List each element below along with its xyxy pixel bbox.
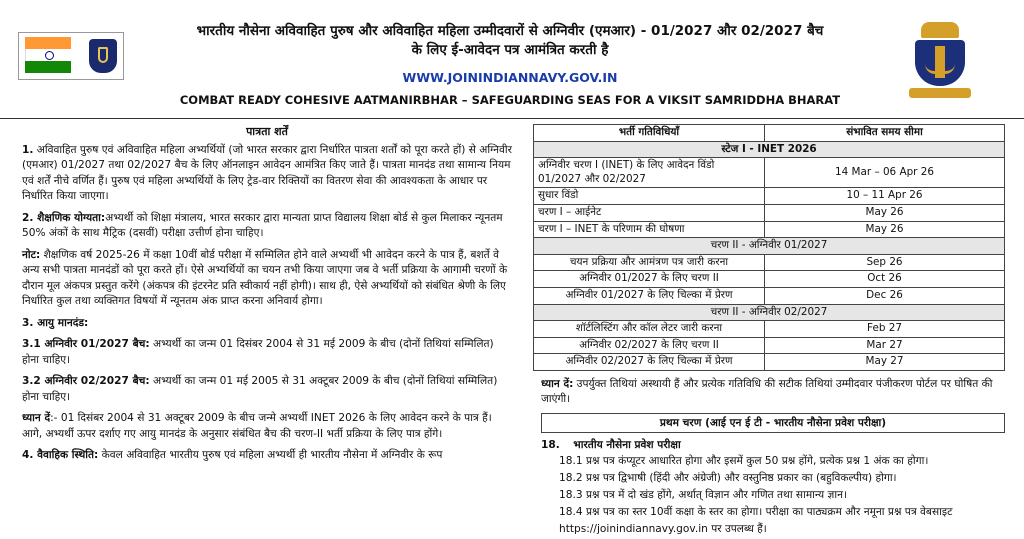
activity-cell: चरण I – INET के परिणाम की घोषणा	[534, 221, 765, 238]
stage-1-label: स्टेज I - INET 2026	[534, 141, 1005, 158]
date-cell: 10 – 11 Apr 26	[765, 188, 1005, 205]
date-cell: May 27	[765, 354, 1005, 371]
attention-text: :- 01 दिसंबर 2004 से 31 अक्टूबर 2009 के बीच जन्मे अभ्यर्थी INET 2026 के लिए आवेदन करने के पात्र हैं। आगे, अभ्यर्थी ऊपर दर्शाए गए आयु मानदंड के अनुसार संबंधित बैच की चरण-II भर्ती प्रक्रिया के लिए पात्र होंगे।	[22, 412, 492, 440]
table-header-row	[534, 125, 1005, 142]
navy-badge-icon	[89, 39, 117, 73]
para-3-1	[22, 337, 512, 368]
activity-cell: अग्निवीर 02/2027 के लिए चरण II	[534, 337, 765, 354]
table-row	[534, 337, 1005, 354]
activity-cell: सुधार विंडो	[534, 188, 765, 205]
date-cell: Sep 26	[765, 254, 1005, 271]
note-label: नोट:	[22, 248, 41, 261]
eligibility-heading: पात्रता शर्तें	[246, 125, 288, 138]
date-cell: May 26	[765, 221, 1005, 238]
table-row	[534, 158, 1005, 188]
stage-row	[534, 141, 1005, 158]
table-row	[534, 254, 1005, 271]
website-link[interactable]: WWW.JOININDIANNAVY.GOV.IN	[402, 70, 618, 85]
list-item: 18.1 प्रश्न पत्र कंप्यूटर आधारित होगा और इसमें कुल 50 प्रश्न होंगे, प्रत्येक प्रश्न 1 अंक का होगा।	[559, 454, 929, 467]
date-cell: 14 Mar – 06 Apr 26	[765, 158, 1005, 188]
para-4	[22, 448, 512, 464]
table-row	[534, 321, 1005, 338]
motto: COMBAT READY COHESIVE AATMANIRBHAR – SAFEGUARDING SEAS FOR A VIKSIT SAMRIDDHA BHARAT	[179, 93, 841, 107]
page-title	[150, 22, 870, 60]
para-4-text: केवल अविवाहित भारतीय पुरुष एवं महिला अभ्यर्थी ही भारतीय नौसेना में अग्निवीर के रूप	[98, 449, 443, 461]
attention-label: ध्यान दें	[22, 412, 51, 424]
list-item: 18.4 प्रश्न पत्र का स्तर 10वीं कक्षा के स्तर का होगा। परीक्षा का पाठ्यक्रम और नमूना प्रश्न पत्र वेबसाइट https://joinindiannavy.gov.in पर उपलब्ध हैं।	[559, 505, 953, 535]
navy-crest-icon	[905, 22, 975, 100]
stage-box: प्रथम चरण (आई एन ई टी - भारतीय नौसेना प्रवेश परीक्षा)	[541, 413, 1005, 433]
section-18-num: 18.	[541, 438, 560, 451]
dates-note-label: ध्यान दें:	[541, 377, 574, 390]
table-row	[534, 221, 1005, 238]
date-cell: Mar 27	[765, 337, 1005, 354]
para-3-2-label: 3.2 अग्निवीर 02/2027 बैच:	[22, 375, 150, 387]
para-2	[22, 211, 512, 242]
date-cell: Dec 26	[765, 287, 1005, 304]
para-1-num: 1.	[22, 143, 34, 156]
title-line-2: के लिए ई-आवेदन पत्र आमंत्रित करती है	[411, 42, 609, 58]
table-row	[534, 204, 1005, 221]
para-2-text: अभ्यर्थी को शिक्षा मंत्रालय, भारत सरकार द्वारा मान्यता प्राप्त विद्यालय शिक्षा बोर्ड से कुल मिलाकर न्यूनतम 50% अंकों के साथ मैट्रिक (दसवीं) परीक्षा उत्तीर्ण होना चाहिए।	[22, 211, 503, 239]
age-heading: 3. आयु मानदंड:	[22, 316, 89, 329]
para-1	[22, 143, 512, 205]
left-column	[22, 124, 512, 470]
dates-note-text: उपर्युक्त तिथियां अस्थायी हैं और प्रत्येक गतिविधि की सटीक तिथियां उम्मीदवार पंजीकरण पोर्टल पर घोषित की जाएंगी।	[541, 377, 993, 405]
activity-cell: शॉर्टलिस्टिंग और कॉल लेटर जारी करना	[534, 321, 765, 338]
india-flag-icon	[25, 37, 71, 73]
table-row	[534, 188, 1005, 205]
stage-3-label: चरण II - अग्निवीर 02/2027	[534, 304, 1005, 321]
col-header-date: संभावित समय सीमा	[765, 125, 1005, 142]
note-para	[22, 248, 512, 310]
para-3-2-text: अभ्यर्थी का जन्म 01 मई 2005 से 31 अक्टूबर 2009 के बीच (दोनों तिथियां सम्मिलित) होना चाहिए।	[22, 375, 498, 403]
table-row	[534, 287, 1005, 304]
list-item: 18.2 प्रश्न पत्र द्विभाषी (हिंदी और अंग्रेजी) और वस्तुनिष्ठ प्रकार का (बहुविकल्पीय) होगा।	[559, 471, 897, 484]
header	[0, 0, 1024, 119]
table-row	[534, 271, 1005, 288]
para-3-1-label: 3.1 अग्निवीर 01/2027 बैच:	[22, 338, 150, 350]
note-text: शैक्षणिक वर्ष 2025-26 में कक्षा 10वीं बोर्ड परीक्षा में सम्मिलित होने वाले अभ्यर्थी भी आवेदन करने के पात्र हैं, बशर्ते वे अन्य सभी पात्रता मानदंडों को पूरा करते हों। ऐसे अभ्यर्थियों का चयन तभी किया जाएगा जब वे भर्ती प्रक्रिया के आगामी चरणों के दौरान मूल अंकपत्र प्रस्तुत करेंगे (अंकपत्र की इंटरनेट प्रति स्वीकार्य नहीं होगी)। साथ ही, ऐसे अभ्यर्थियों को संबंधित श्रेणी के लिए निर्धारित कुल तथा व्यक्तिगत विषयों में न्यूनतम अंक प्राप्त करना अनिवार्य होगा।	[22, 248, 508, 307]
activity-cell: अग्निवीर 02/2027 के लिए चिल्का में प्रेरण	[534, 354, 765, 371]
date-cell: Feb 27	[765, 321, 1005, 338]
para-3-2	[22, 374, 512, 405]
activity-cell: अग्निवीर 01/2027 के लिए चरण II	[534, 271, 765, 288]
attention-para	[22, 411, 512, 442]
date-cell: May 26	[765, 204, 1005, 221]
activity-cell: चयन प्रक्रिया और आमंत्रण पत्र जारी करना	[534, 254, 765, 271]
title-line-1: भारतीय नौसेना अविवाहित पुरुष और अविवाहित महिला उम्मीदवारों से अग्निवीर (एमआर) - 01/2027 और 02/2027 बैच	[196, 23, 824, 39]
col-header-activity: भर्ती गतिविधियाँ	[534, 125, 765, 142]
logo-box	[18, 32, 124, 80]
activity-cell: अग्निवीर 01/2027 के लिए चिल्का में प्रेरण	[534, 287, 765, 304]
right-column	[533, 124, 1005, 538]
stage-row	[534, 238, 1005, 255]
dates-note	[541, 377, 1005, 407]
stage-row	[534, 304, 1005, 321]
date-cell: Oct 26	[765, 271, 1005, 288]
activity-cell: अग्निवीर चरण I (INET) के लिए आवेदन विंडो 01/2027 और 02/2027	[534, 158, 765, 188]
schedule-table	[533, 124, 1005, 371]
para-3-1-text: अभ्यर्थी का जन्म 01 दिसंबर 2004 से 31 मई 2009 के बीच (दोनों तिथियां सम्मिलित) होना चाहिए।	[22, 338, 494, 366]
table-row	[534, 354, 1005, 371]
para-2-label: 2. शैक्षणिक योग्यता:	[22, 211, 106, 224]
activity-cell: चरण I – आईनेट	[534, 204, 765, 221]
list-item: 18.3 प्रश्न पत्र में दो खंड होंगे, अर्थात् विज्ञान और गणित तथा सामान्य ज्ञान।	[559, 488, 847, 501]
section-18-title: भारतीय नौसेना प्रवेश परीक्षा	[573, 438, 681, 451]
para-4-label: 4. वैवाहिक स्थिति:	[22, 449, 99, 461]
stage-2-label: चरण II - अग्निवीर 01/2027	[534, 238, 1005, 255]
section-18	[541, 437, 1005, 453]
para-1-text: अविवाहित पुरुष एवं अविवाहित महिला अभ्यर्थियों (जो भारत सरकार द्वारा निर्धारित पात्रता शर्तों को पूरा करते हों) से अग्निवीर (एमआर) 01/2027 तथा 02/2027 बैच के लिए ऑनलाइन आवेदन आमंत्रित किए जाते हैं। पात्रता मानदंड तथा सामान्य नियम एवं शर्तें नीचे वर्णित हैं। पुरुष एवं महिला अभ्यर्थियों के लिए ट्रेड-वार रिक्तियों का वितरण सेवा की आवश्यकता के आधार पर निर्धारित किया जाएगा।	[22, 143, 512, 202]
